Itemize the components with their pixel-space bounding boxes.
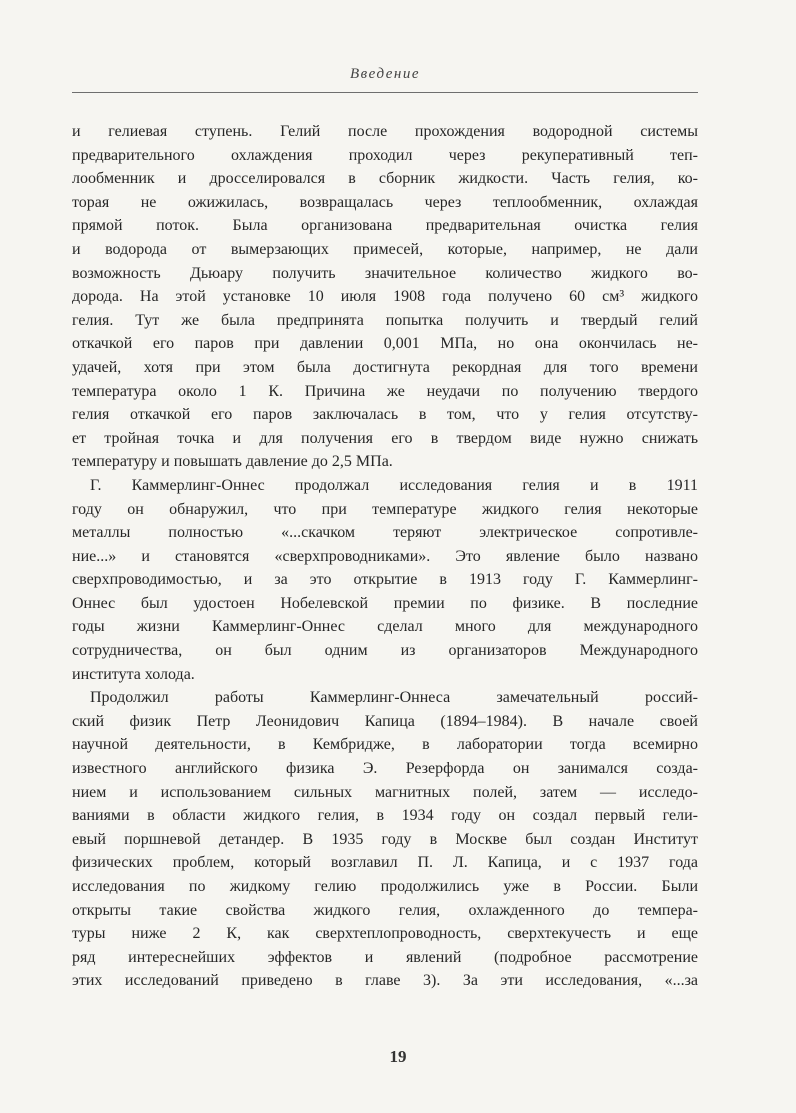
paragraph — [72, 686, 698, 993]
text-line: предварительного охлаждения проходил через рекуперативный теп- — [72, 146, 698, 164]
text-line: ние...» и становятся «сверхпроводниками». Это явление было названо — [72, 547, 698, 565]
text-line: Продолжил работы Каммерлинг-Оннеса замечательный россий- — [90, 689, 698, 707]
text-line: открыты такие свойства жидкого гелия, охлажденного до темпера- — [72, 901, 698, 919]
text-line: дорода. На этой установке 10 июля 1908 года получено 60 см³ жидкого — [72, 288, 698, 306]
text-line: ет тройная точка и для получения его в твердом виде нужно снижать — [72, 429, 698, 447]
text-line: и гелиевая ступень. Гелий после прохождения водородной системы — [72, 123, 698, 140]
text-line: удачей, хотя при этом была достигнута рекордная для того времени — [72, 358, 698, 376]
text-line: торая не ожижилась, возвращалась через теплообменник, охлаждая — [72, 193, 698, 211]
text-line: температуру и повышать давление до 2,5 МПа. — [72, 453, 393, 471]
text-line: научной деятельности, в Кембридже, в лаборатории тогда всемирно — [72, 736, 698, 754]
text-line: сотрудничества, он был одним из организаторов Международного — [72, 642, 698, 660]
running-header: Введение — [350, 66, 420, 82]
text-line: откачкой его паров при давлении 0,001 МПа, но она окончилась не- — [72, 335, 698, 353]
paragraph — [72, 120, 698, 474]
text-line: этих исследований приведено в главе 3). За эти исследования, «...за — [72, 972, 698, 990]
text-line: ряд интереснейших эффектов и явлений (подробное рассмотрение — [72, 948, 698, 966]
text-line: ский физик Петр Леонидович Капица (1894–1984). В начале своей — [72, 712, 698, 730]
text-line: ваниями в области жидкого гелия, в 1934 году он создал первый гели- — [72, 807, 698, 825]
text-line: возможность Дьюару получить значительное количество жидкого во- — [72, 264, 698, 282]
text-line: гелия откачкой его паров заключалась в том, что у гелия отсутству- — [72, 406, 698, 424]
text-line: Оннес был удостоен Нобелевской премии по физике. В последние — [72, 594, 698, 612]
text-line: металлы полностью «...скачком теряют электрическое сопротивле- — [72, 524, 698, 542]
text-line: института холода. — [72, 665, 195, 683]
text-line: туры ниже 2 К, как сверхтеплопроводность, сверхтекучесть и еще — [72, 925, 698, 943]
text-line: физических проблем, который возглавил П. Л. Капица, и с 1937 года — [72, 854, 698, 872]
body-text — [72, 120, 698, 993]
header-rule — [72, 92, 698, 93]
text-line: году он обнаружил, что при температуре жидкого гелия некоторые — [72, 500, 698, 518]
text-line: температура около 1 К. Причина же неудачи по получению твердого — [72, 382, 698, 400]
text-line: лообменник и дросселировался в сборник жидкости. Часть гелия, ко- — [72, 170, 698, 188]
text-line: известного английского физика Э. Резерфорда он занимался созда- — [72, 760, 698, 778]
text-line: нием и использованием сильных магнитных полей, затем — исследо- — [72, 783, 698, 801]
page-number: 19 — [389, 1047, 407, 1066]
text-line: сверхпроводимостью, и за это открытие в 1913 году Г. Каммерлинг- — [72, 571, 698, 589]
text-line: прямой поток. Была организована предварительная очистка гелия — [72, 217, 698, 235]
text-line: гелия. Тут же была предпринята попытка получить и твердый гелий — [72, 311, 698, 329]
text-line: Г. Каммерлинг-Оннес продолжал исследования гелия и в 1911 — [90, 476, 698, 494]
text-line: годы жизни Каммерлинг-Оннес сделал много для международного — [72, 618, 698, 636]
paragraph — [72, 474, 698, 686]
text-line: евый поршневой детандер. В 1935 году в Москве был создан Институт — [72, 830, 698, 848]
text-line: исследования по жидкому гелию продолжились уже в России. Были — [72, 878, 698, 895]
text-line: и водорода от вымерзающих примесей, которые, например, не дали — [72, 240, 698, 258]
